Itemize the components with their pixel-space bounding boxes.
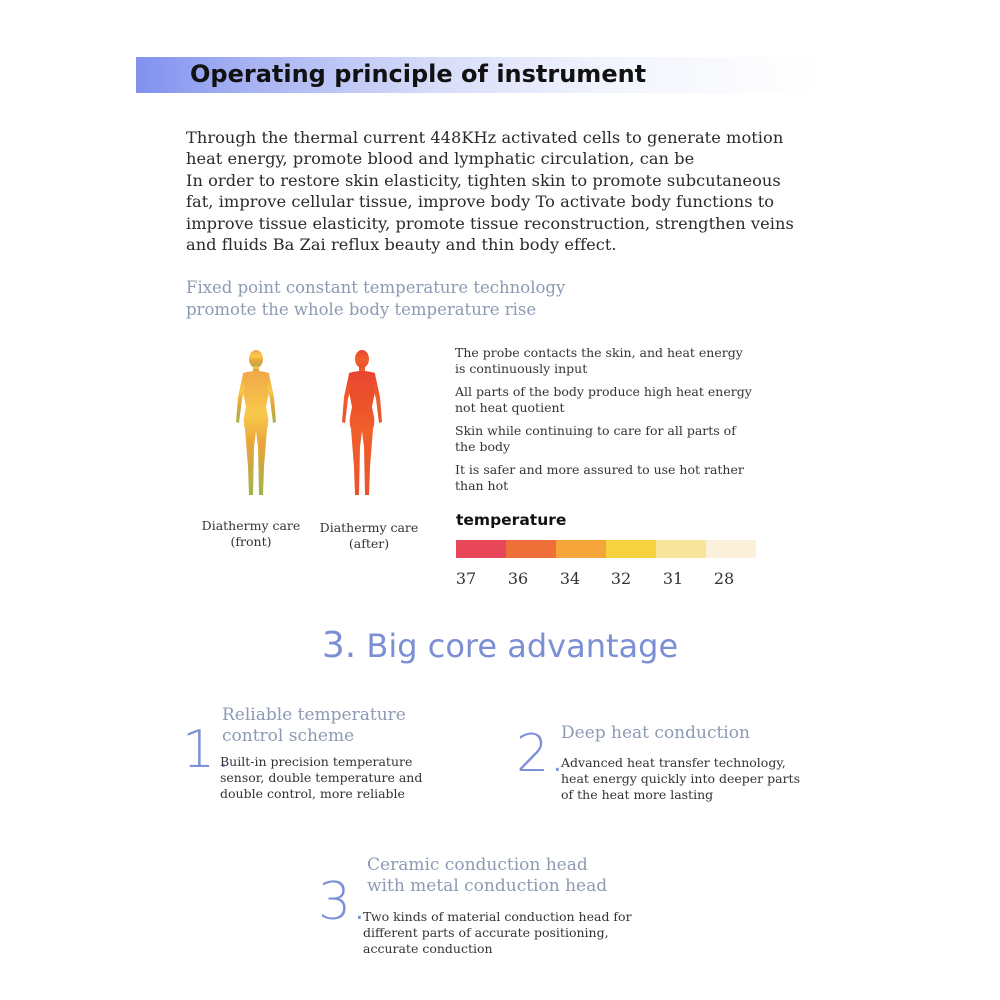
- advantage-heading: Deep heat conduction: [561, 723, 750, 743]
- description-item: All parts of the body produce high heat energy not heat quotient: [455, 384, 752, 415]
- caption-after: Diathermy care (after): [319, 520, 419, 551]
- temperature-swatch: [706, 540, 756, 558]
- advantage-number: 3.: [318, 872, 368, 932]
- body-front-figure: [236, 350, 276, 495]
- temperature-label: 28: [713, 569, 735, 588]
- subheading: [186, 277, 565, 321]
- temperature-label: 32: [610, 569, 632, 588]
- temperature-swatch: [506, 540, 556, 558]
- description-item: Skin while continuing to care for all parts of the body: [455, 423, 736, 454]
- advantage-text: Advanced heat transfer technology, heat energy quickly into deeper parts of the heat more lasting: [561, 755, 800, 802]
- subheading-line: Fixed point constant temperature technology: [186, 278, 566, 297]
- temperature-swatch: [556, 540, 606, 558]
- temperature-label: 31: [662, 569, 684, 588]
- body-heat-figures: [222, 345, 402, 500]
- advantage-number: 2.: [516, 724, 566, 784]
- advantages-title: 3. Big core advantage: [321, 625, 679, 666]
- description-item: It is safer and more assured to use hot rather than hot: [455, 462, 744, 493]
- intro-paragraph: [186, 127, 846, 255]
- advantage-text: Two kinds of material conduction head for different parts of accurate positioning, accurate conduction: [363, 909, 632, 956]
- intro-line: In order to restore skin elasticity, tighten skin to promote subcutaneous: [186, 170, 781, 190]
- advantage-heading: Reliable temperature control scheme: [222, 705, 406, 746]
- intro-line: improve tissue elasticity, promote tissue reconstruction, strengthen veins: [186, 213, 794, 233]
- temperature-title: temperature: [456, 511, 567, 529]
- temperature-scale: [456, 540, 756, 558]
- temperature-swatch: [456, 540, 506, 558]
- intro-line: and fluids Ba Zai reflux beauty and thin body effect.: [186, 235, 617, 255]
- intro-line: Through the thermal current 448KHz activated cells to generate motion: [186, 128, 784, 147]
- intro-line: heat energy, promote blood and lymphatic circulation, can be: [186, 149, 695, 169]
- temperature-labels: [456, 569, 776, 591]
- temperature-label: 34: [559, 569, 581, 588]
- advantage-heading: Ceramic conduction head with metal conduction head: [367, 855, 608, 896]
- description-item: The probe contacts the skin, and heat energy is continuously input: [455, 345, 743, 376]
- body-after-figure: [342, 350, 382, 495]
- advantage-text: Built-in precision temperature sensor, double temperature and double control, more reliable: [220, 754, 423, 801]
- page-title: Operating principle of instrument: [190, 60, 647, 88]
- intro-line: fat, improve cellular tissue, improve body To activate body functions to: [186, 192, 775, 212]
- advantage-number: 1.: [182, 720, 232, 780]
- temperature-swatch: [606, 540, 656, 558]
- caption-front: Diathermy care (front): [201, 518, 301, 549]
- temperature-swatch: [656, 540, 706, 558]
- subheading-line: promote the whole body temperature rise: [186, 300, 537, 319]
- temperature-label: 37: [455, 569, 477, 588]
- heat-description-list: [455, 345, 815, 501]
- temperature-label: 36: [507, 569, 529, 588]
